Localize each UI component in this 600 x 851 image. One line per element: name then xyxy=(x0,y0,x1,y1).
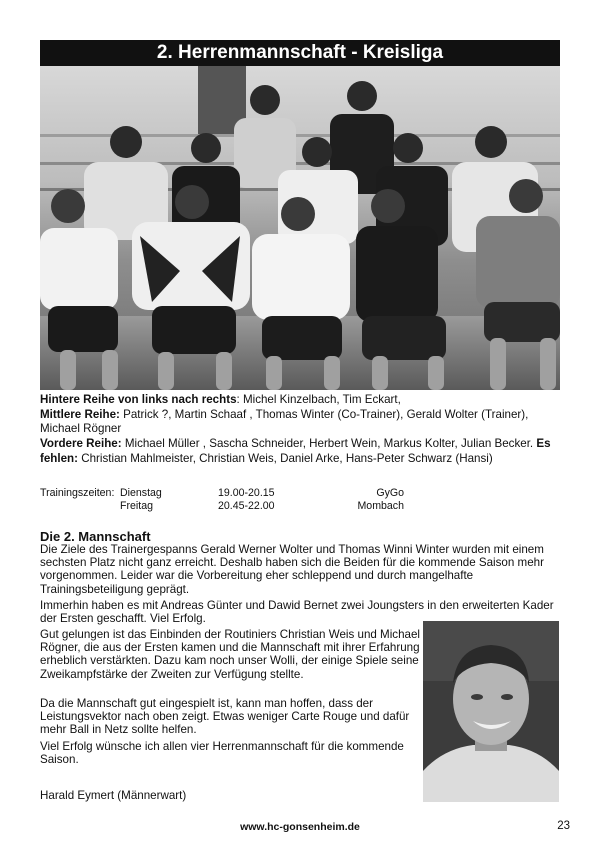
training-row xyxy=(40,500,420,513)
training-row xyxy=(40,487,420,500)
middle-row-names: Patrick ?, Martin Schaaf , Thomas Winter (Co-Trainer), Gerald Wolter (Trainer), Michael Rögner xyxy=(40,407,529,436)
training-time: 20.45-22.00 xyxy=(218,500,275,512)
missing-label: Es fehlen: xyxy=(40,437,551,465)
training-time: 19.00-20.15 xyxy=(218,487,275,499)
team-photo-image xyxy=(40,66,560,390)
signature-text: Harald Eymert (Männerwart) xyxy=(40,789,187,802)
training-label: Trainingszeiten: xyxy=(40,487,115,499)
training-day: Freitag xyxy=(120,500,153,512)
article-heading: Die 2. Mannschaft xyxy=(40,529,151,544)
front-row-label: Vordere Reihe: xyxy=(40,437,122,451)
article-paragraph: Gut gelungen ist das Einbinden der Routiniers Christian Weis und Michael Rögner, die aus der Ersten kamen und die Mannschaft mit ihrer Erfahrung erheblich verstärkten. Dazu kam noch unser Wolli, der einige Spiele seine Zweikampfstärke der Zweiten zur Verfügung stellte. xyxy=(40,628,421,681)
back-row-names: : Michel Kinzelbach, Tim Eckart, xyxy=(236,393,401,406)
middle-row-label: Mittlere Reihe: xyxy=(40,407,120,421)
page-title: 2. Herrenmannschaft - Kreisliga xyxy=(40,40,560,66)
missing-names: Christian Mahlmeister, Christian Weis, Daniel Arke, Hans-Peter Schwarz (Hansi) xyxy=(78,451,493,465)
training-times xyxy=(40,487,420,513)
article-paragraph: Immerhin haben es mit Andreas Günter und Dawid Bernet zwei Joungsters in den erweiterten Kader der Ersten geschafft. Viel Erfolg. xyxy=(40,599,554,626)
portrait-photo xyxy=(423,621,559,802)
article-paragraph: Da die Mannschaft gut eingespielt ist, kann man hoffen, dass der Leistungsvektor nach oben zeigt. Etwas weniger Carte Rouge und dafür mehr Ball in Netz sollte helfen. xyxy=(40,697,410,737)
training-day: Dienstag xyxy=(120,487,162,499)
article-paragraph: Viel Erfolg wünsche ich allen vier Herrenmannschaft für die kommende Saison. xyxy=(40,740,404,767)
team-photo xyxy=(40,66,560,390)
article-paragraph: Die Ziele des Trainergespanns Gerald Werner Wolter und Thomas Winni Winter wurden mit einem sechsten Platz nicht ganz erreicht. Deshalb haben sich die Beiden für die kommende Saison mehr vorgenommen. Leider war die Vorbereitung eher schleppend und durch mangelhafte Trainingsbeteiligung geprägt. xyxy=(40,543,544,596)
front-row-names: Michael Müller , Sascha Schneider, Herbert Wein, Markus Kolter, Julian Becker. xyxy=(121,437,534,451)
training-place: GyGo xyxy=(376,487,404,499)
training-place: Mombach xyxy=(357,500,404,512)
footer-url[interactable]: www.hc-gonsenheim.de xyxy=(240,821,360,833)
back-row-label: Hintere Reihe von links nach rechts xyxy=(40,393,237,406)
page-number: 23 xyxy=(557,820,570,832)
photo-caption xyxy=(40,393,560,467)
portrait-image xyxy=(423,621,559,802)
